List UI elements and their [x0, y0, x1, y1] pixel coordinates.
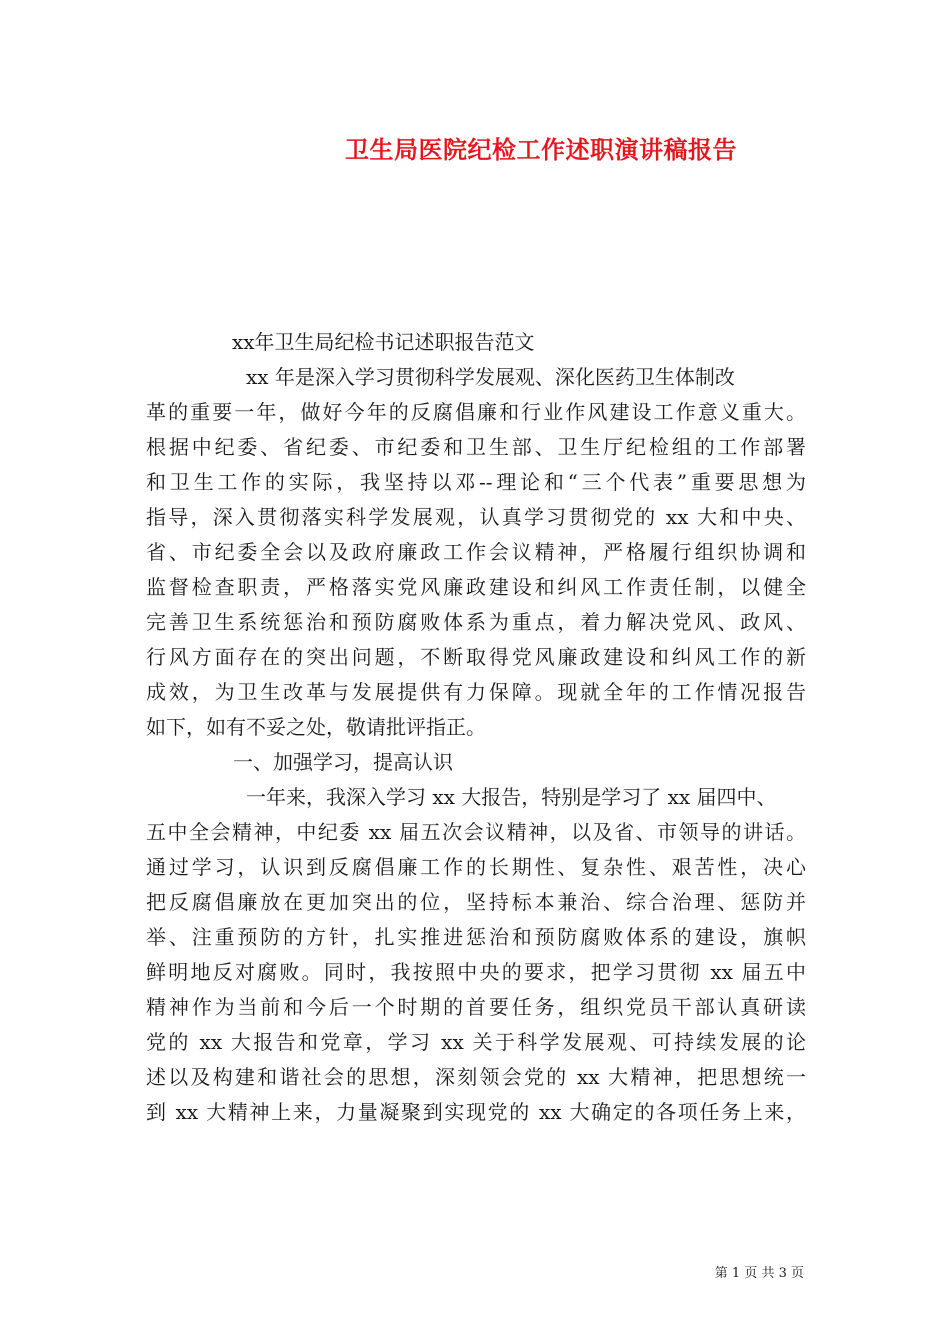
paragraph-line: 精神作为当前和今后一个时期的首要任务，组织党员干部认真研读	[146, 995, 806, 1019]
paragraph-line: 五中全会精神，中纪委 xx 届五次会议精神，以及省、市领导的讲话。	[146, 820, 806, 844]
paragraph-line: 省、市纪委全会以及政府廉政工作会议精神，严格履行组织协调和	[146, 540, 806, 564]
paragraph-line: 党的 xx 大报告和党章，学习 xx 关于科学发展观、可持续发展的论	[146, 1030, 806, 1054]
page-number: 第 1 页 共 3 页	[714, 1266, 804, 1281]
paragraph-line: 成效，为卫生改革与发展提供有力保障。现就全年的工作情况报告	[146, 680, 806, 704]
paragraph-line: 完善卫生系统惩治和预防腐败体系为重点，着力解决党风、政风、	[146, 610, 806, 634]
paragraph-line: 举、注重预防的方针，扎实推进惩治和预防腐败体系的建设，旗帜	[146, 925, 806, 949]
paragraph-line: 监督检查职责，严格落实党风廉政建设和纠风工作责任制，以健全	[146, 575, 806, 599]
paragraph-line: 一年来，我深入学习 xx 大报告，特别是学习了 xx 届四中、	[246, 785, 777, 809]
paragraph-line: 把反腐倡廉放在更加突出的位，坚持标本兼治、综合治理、惩防并	[146, 890, 806, 914]
paragraph-line: 述以及构建和谐社会的思想，深刻领会党的 xx 大精神，把思想统一	[146, 1065, 806, 1089]
paragraph-line: 根据中纪委、省纪委、市纪委和卫生部、卫生厅纪检组的工作部署	[146, 435, 806, 459]
document-subtitle: xx年卫生局纪检书记述职报告范文	[232, 330, 535, 354]
paragraph-line: 和卫生工作的实际，我坚持以邓--理论和“三个代表”重要思想为	[146, 470, 806, 494]
paragraph-line: 革的重要一年，做好今年的反腐倡廉和行业作风建设工作意义重大。	[146, 400, 806, 424]
paragraph-line: 通过学习，认识到反腐倡廉工作的长期性、复杂性、艰苦性，决心	[146, 855, 806, 879]
paragraph-line: xx 年是深入学习贯彻科学发展观、深化医药卫生体制改	[246, 365, 735, 389]
document-title: 卫生局医院纪检工作述职演讲稿报告	[345, 136, 737, 164]
section-heading: 一、加强学习，提高认识	[233, 750, 453, 774]
paragraph-line: 行风方面存在的突出问题，不断取得党风廉政建设和纠风工作的新	[146, 645, 806, 669]
paragraph-line: 如下，如有不妥之处，敬请批评指正。	[146, 715, 486, 739]
paragraph-line: 鲜明地反对腐败。同时，我按照中央的要求，把学习贯彻 xx 届五中	[146, 960, 806, 984]
paragraph-line: 指导，深入贯彻落实科学发展观，认真学习贯彻党的 xx 大和中央、	[146, 505, 806, 529]
paragraph-line: 到 xx 大精神上来，力量凝聚到实现党的 xx 大确定的各项任务上来，	[146, 1100, 806, 1124]
document-body	[146, 360, 806, 1130]
